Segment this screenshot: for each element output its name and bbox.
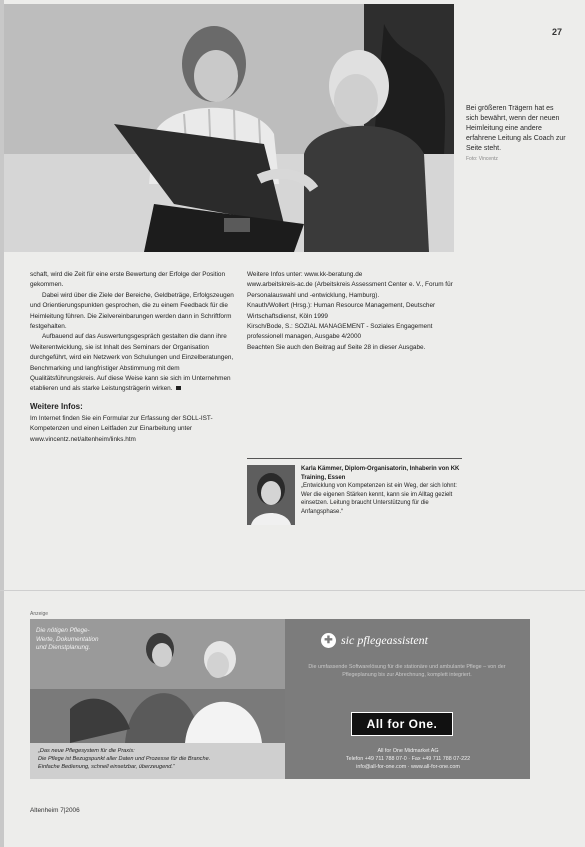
ad-brand-panel bbox=[285, 619, 530, 779]
ad-blurb: Die umfassende Softwarelösung für die stationäre und ambulante Pflege – von der Pflegeplanung bis zur Abrechnung, komplett integriert. bbox=[308, 664, 506, 678]
bio-rule bbox=[247, 458, 462, 459]
author-bio bbox=[247, 458, 462, 528]
paragraph: Im Internet finden Sie ein Formular zur Erfassung der SOLL-IST-Kompetenzen und einen Leitfaden zur Einarbeitung unter www.vincentz.net/altenheim/links.htm bbox=[30, 414, 213, 443]
ad-photo-panel bbox=[30, 619, 285, 779]
paragraph bbox=[30, 332, 238, 394]
author-portrait bbox=[247, 465, 295, 525]
article-photo bbox=[4, 4, 454, 252]
page-footer: Altenheim 7|2006 bbox=[30, 807, 80, 814]
article-column-left bbox=[30, 270, 238, 445]
paragraph-text: Aufbauend auf das Auswertungsgespräch gestalten die dann ihre Weiterentwicklung, sie ist Inhalt des Seminars der Organisation durchgeführt, wird ein Netzwerk von Schulungen und Einzelberatungen, Benchmarking und langfristiger Abstimmung mit dem Qualitätsführungskreis. Auf diese Weise kann sie sich im Unternehmen etablieren und als starke Leistungsträgerin wirken. bbox=[30, 333, 234, 393]
pflege-icon: ✚ bbox=[321, 633, 336, 648]
ad-brand: sic pflegeassistent bbox=[341, 633, 428, 647]
ad-label: Anzeige bbox=[30, 611, 49, 617]
reference: Weitere Infos unter: www.kk-beratung.de bbox=[247, 271, 363, 278]
portrait-icon bbox=[247, 465, 295, 525]
ad-quote: „Das neue Pflegesystem für die Praxis: Die Pflege ist Bezugspunkt aller Daten und Prozesse für die Branche. Einfache Bedienung, schnell einsetzbar, überzeugend.“ bbox=[38, 748, 211, 770]
ad-contact: All for One Midmarket AG Telefon +49 711 788 07-0 · Fax +49 711 788 07-222 info@all-for-one.com · www.all-for-one.com bbox=[345, 748, 471, 770]
reference: Beachten Sie auch den Beitrag auf Seite 28 in dieser Ausgabe. bbox=[247, 343, 426, 351]
page-divider bbox=[0, 590, 585, 591]
reference: Kirsch/Bode, S.: SOZIAL MANAGEMENT - Soziales Engagement professionell managen, Ausgabe 4/2000 bbox=[247, 323, 433, 341]
ad-logo: All for One. bbox=[351, 712, 453, 736]
advertisement bbox=[30, 619, 530, 779]
author-quote: „Entwicklung von Kompetenzen ist ein Weg, der sich lohnt: Wer die eigenen Stärken kennt, kann sie im Alltag gezielt einsetzen. Leitung braucht Unterstützung für die Anfangsphase.“ bbox=[301, 483, 457, 515]
ad-tagline-text: Die nötigen Pflege- Werte, Dokumentation und Dienstplanung. bbox=[36, 627, 99, 652]
paragraph: Dabei wird über die Ziele der Bereiche, Geldbeträge, Erfolgszeugen und Orientierungspunkten gesprochen, die zu einem Feedback für die Heimleitung führen. Die Zielvereinbarungen werden dann in Schriftform festgehalten. bbox=[30, 291, 234, 331]
ad-quote-box bbox=[30, 743, 285, 779]
author-name: Karla Kämmer, Diplom-Organisatorin, Inhaberin von KK Training, Essen bbox=[301, 466, 460, 481]
end-of-article-icon bbox=[176, 386, 181, 390]
paragraph: schaft, wird die Zeit für eine erste Bewertung der Erfolge der Position gekommen. bbox=[30, 271, 226, 289]
photo-two-women-laptop bbox=[4, 4, 454, 252]
page-number: 27 bbox=[552, 27, 563, 37]
caption-text: Bei größeren Trägern hat es sich bewährt, wenn der neuen Heimleitung eine andere erfahrene Leitung als Coach zur Seite steht. bbox=[466, 105, 566, 152]
section-heading: Weitere Infos: bbox=[30, 401, 83, 411]
reference: www.arbeitskreis-ac.de (Arbeitskreis Assessment Center e. V., Forum für Personalauswahl und -entwicklung, Hamburg). bbox=[247, 281, 453, 299]
photo-credit: Foto: Vincentz bbox=[466, 156, 498, 162]
bio-text bbox=[301, 465, 461, 517]
article-column-right bbox=[247, 270, 462, 353]
ad-tagline bbox=[36, 627, 99, 653]
photo-caption bbox=[466, 104, 566, 164]
reference: Knauth/Wollert (Hrsg.): Human Resource Management, Deutscher Wirtschaftsdienst, Köln 1999 bbox=[247, 302, 436, 320]
